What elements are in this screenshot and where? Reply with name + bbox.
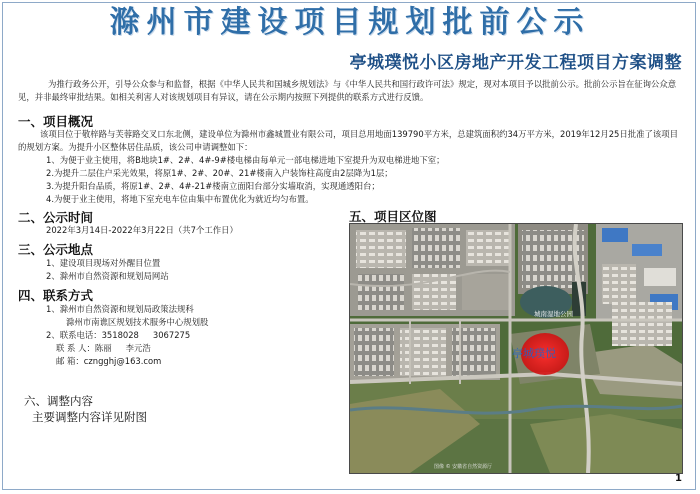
overview-item-2: 2.为提升二层住户采光效果，将原1#、2#、20#、21#楼南入户装饰柱高度由2层降为1层； [46,168,393,178]
contact-body [18,303,338,368]
overview-item-3: 3.为提升阳台品质，将原1#、2#、4#-21#楼南立面阳台部分实墙取消，实现通透阳台； [46,181,380,191]
period-heading: 二、公示时间 [18,210,94,225]
site-label: 亭城璞悦 [512,347,556,360]
intro-text: 为推行政务公开，引导公众参与和监督，根据《中华人民共和国城乡规划法》与《中华人民共和国行政许可法》规定，现对本项目予以批前公示。批前公示旨在征询公众意见，并非最终审批结果。如相关利害人对该规划项目有异议，请在公示期内按照下列提供的联系方式进行反馈。 [18,79,677,102]
contact-line-2: 滁州市南谯区规划技术服务中心规划股 [66,317,209,327]
phone-number-2: 3067275 [152,330,191,340]
overview-paragraph: 该项目位于敬梓路与芙蓉路交叉口东北侧，建设单位为滁州市鑫城置业有限公司，项目总用地面139790平方米，总建筑面积约34万平方米，2019年12月25日批准了该项目的规划方案。为提升小区整体居住品质，该公司申请调整如下： [18,129,678,152]
page-number: 1 [675,473,682,484]
adjust-text: 主要调整内容详见附图 [32,410,147,424]
contact-person-2: 李元浩 [125,343,151,353]
page-title: 滁州市建设项目规划批前公示 [109,5,591,40]
email-label: 邮 箱： [56,356,84,366]
contact-person-1: 陈丽 [94,343,112,353]
location-item-2: 2、滁州市自然资源和规划局网站 [46,271,169,281]
page-subtitle: 亭城璞悦小区房地产开发工程项目方案调整 [349,53,682,73]
location-item-1: 1、建设项目现场对外醒目位置 [46,258,161,268]
contact-line-1: 1、滁州市自然资源和规划局政策法规科 [46,304,194,314]
phone-number-1: 3518028 [101,330,139,340]
overview-item-1: 1、为便于业主使用，将B地块1#、2#、4#-9#楼电梯由每单元一部电梯进地下室提升为双电梯进地下室； [46,155,445,165]
adjust-heading: 六、调整内容 [24,394,93,408]
park-label: 城南湿地公园 [534,310,573,318]
overview-heading: 一、项目概况 [18,114,94,129]
overview-body [18,128,686,206]
period-text: 2022年3月14日-2022年3月22日（共7个工作日） [46,225,238,235]
contact-phone-row [18,329,338,342]
map-credit: 图像 © 安徽省自然资源厅 [434,464,493,470]
contact-heading: 四、联系方式 [18,288,94,303]
contact-person-row [18,342,338,355]
location-heading: 三、公示地点 [18,242,94,257]
contact-email-row [18,355,338,368]
satellite-image [350,224,682,473]
overview-item-4: 4.为便于业主使用，将地下室充电车位由集中布置优化为就近均匀布置。 [46,194,314,204]
period-body [18,224,338,237]
contact-email: czngghj@163.com [83,356,162,366]
map-heading: 五、项目区位图 [349,209,437,224]
phone-label: 2、联系电话： [46,330,102,340]
intro-paragraph [18,78,686,104]
location-body [18,257,338,283]
person-label: 联 系 人： [56,343,95,353]
location-map [349,223,683,474]
